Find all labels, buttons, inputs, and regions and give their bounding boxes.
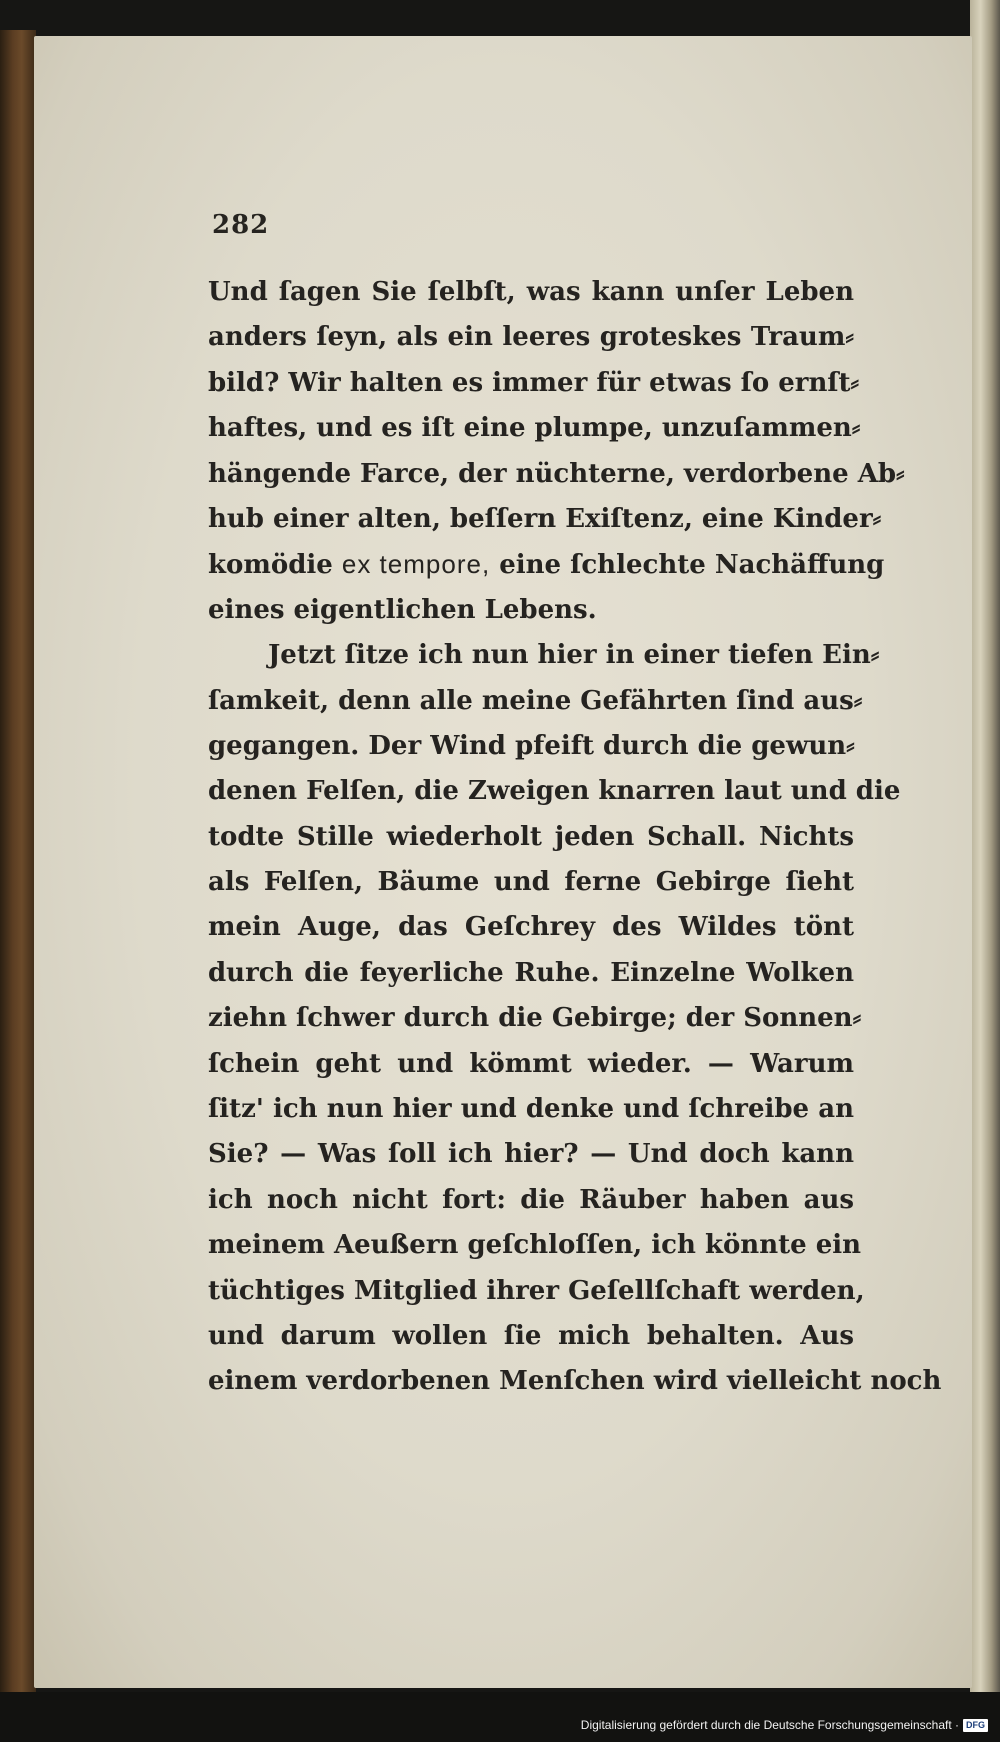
text-line: hängende Farce, der nüchterne, verdorbene Ab⸗ bbox=[208, 458, 905, 489]
text-line: anders ſeyn, als ein leeres groteskes Traum⸗ bbox=[208, 322, 854, 353]
text-line: ich noch nicht fort: die Räuber haben aus bbox=[208, 1184, 854, 1215]
paragraph-start-line: Jetzt ſitze ich nun hier in einer tiefen Ein⸗ bbox=[268, 640, 880, 671]
text-line: meinem Aeußern geſchloſſen, ich könnte ein bbox=[208, 1230, 862, 1261]
text-line: mein Auge, das Geſchrey des Wildes tönt bbox=[208, 912, 854, 943]
dfg-logo[interactable]: DFG bbox=[963, 1719, 988, 1732]
text-line: haftes, und es iſt eine plumpe, unzuſammen⸗ bbox=[208, 413, 861, 444]
text-line: ſamkeit, denn alle meine Gefährten ſind aus⸗ bbox=[208, 685, 863, 716]
text-line: hub einer alten, beſſern Exiſtenz, eine Kinder⸗ bbox=[208, 503, 882, 534]
text-line: ſitz' ich nun hier und denke und ſchreibe an bbox=[208, 1094, 854, 1125]
text-line: Sie? — Was ſoll ich hier? — Und doch kann bbox=[208, 1139, 854, 1170]
text-line: todte Stille wiederholt jeden Schall. Nichts bbox=[208, 821, 854, 852]
book-binding-edge bbox=[0, 30, 36, 1695]
credit-text: Digitalisierung gefördert durch die Deutsche Forschungsgemeinschaft · bbox=[580, 1718, 959, 1732]
text-line: bild? Wir halten es immer für etwas ſo ernſt⸗ bbox=[208, 367, 860, 398]
text-line: Und ſagen Sie ſelbſt, was kann unſer Leben bbox=[208, 277, 854, 307]
text-line-mixed bbox=[208, 542, 885, 587]
text-line: einem verdorbenen Menſchen wird vielleicht noch bbox=[208, 1366, 942, 1397]
text-line: ſchein geht und kömmt wieder. — Warum bbox=[208, 1048, 854, 1079]
text-fragment: komödie bbox=[208, 550, 333, 581]
footer-bar bbox=[0, 1692, 1000, 1742]
text-line: durch die feyerliche Ruhe. Einzelne Wolken bbox=[208, 957, 854, 988]
text-line: ziehn ſchwer durch die Gebirge; der Sonnen⸗ bbox=[208, 1003, 862, 1034]
text-line: eines eigentlichen Lebens. bbox=[208, 594, 597, 625]
text-line: gegangen. Der Wind pfeift durch die gewun⸗ bbox=[208, 730, 855, 761]
latin-phrase: ex tempore, bbox=[341, 549, 491, 580]
page-text bbox=[208, 270, 942, 1405]
book-page-edge bbox=[970, 0, 1000, 1742]
text-fragment: eine ſchlechte Nachäffung bbox=[499, 550, 885, 581]
digitization-credit bbox=[581, 1718, 988, 1732]
text-line: als Felſen, Bäume und ferne Gebirge ſieht bbox=[208, 867, 854, 898]
page-number: 282 bbox=[212, 210, 270, 240]
text-line: und darum wollen ſie mich behalten. Aus bbox=[208, 1320, 854, 1351]
text-line: denen Felſen, die Zweigen knarren laut und die bbox=[208, 776, 901, 807]
text-line: tüchtiges Mitglied ihrer Geſellſchaft werden, bbox=[208, 1275, 865, 1306]
